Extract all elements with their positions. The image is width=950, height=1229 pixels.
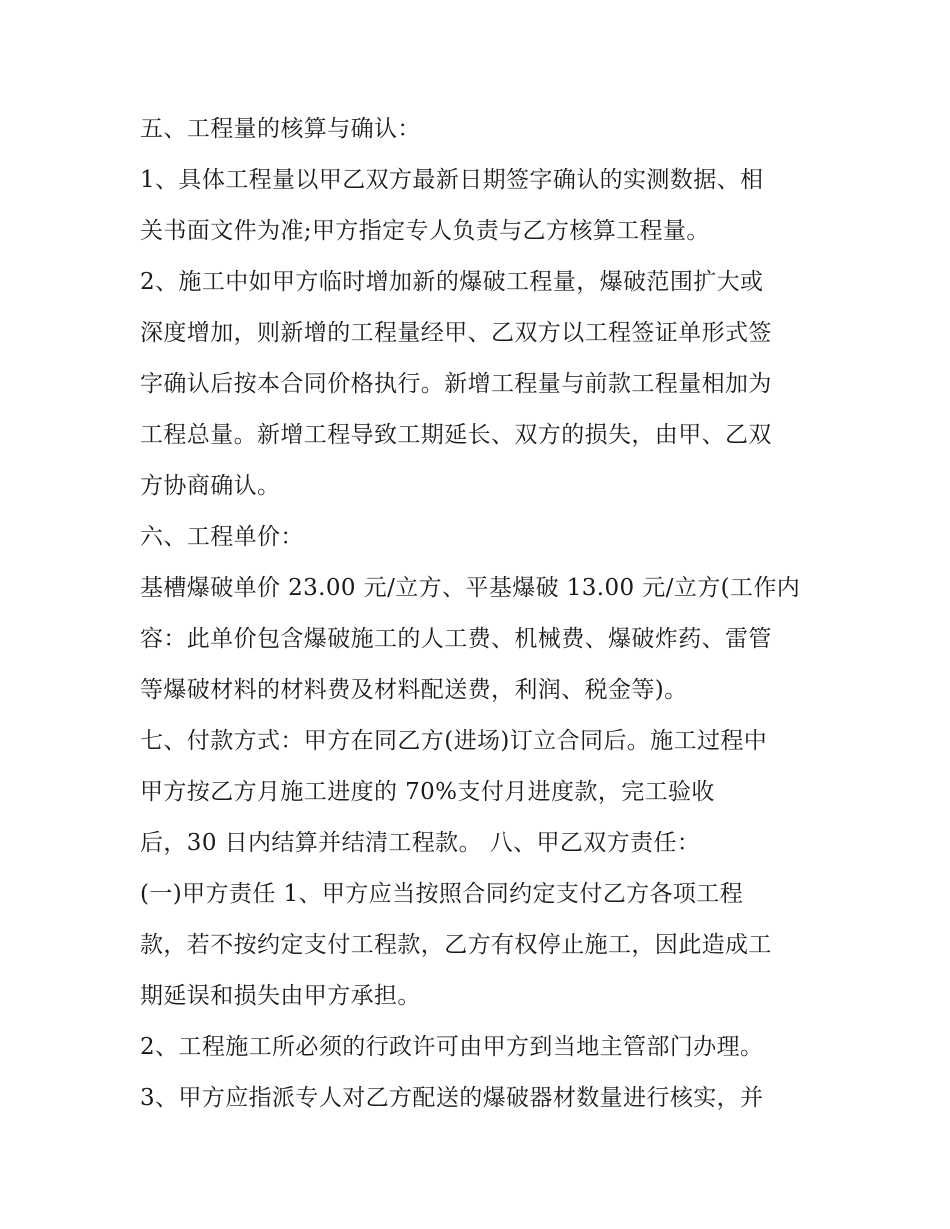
paragraph-line: 容：此单价包含爆破施工的人工费、机械费、爆破炸药、雷管 (140, 626, 772, 652)
document-body (140, 104, 820, 1124)
section-7-heading: 七、付款方式：甲方在同乙方(进场)订立合同后。施工过程中 (140, 728, 768, 754)
paragraph-line: 后，30 日内结算并结清工程款。 八、甲乙双方责任： (140, 830, 701, 856)
paragraph-line: 方协商确认。 (140, 473, 281, 499)
paragraph-line: 字确认后按本合同价格执行。新增工程量与前款工程量相加为 (140, 371, 772, 397)
section-6-heading: 六、工程单价： (140, 524, 304, 550)
paragraph-line: 关书面文件为准;甲方指定专人负责与乙方核算工程量。 (140, 218, 710, 244)
paragraph-line: (一)甲方责任 1、甲方应当按照合同约定支付乙方各项工程 (140, 881, 744, 907)
paragraph-line: 2、施工中如甲方临时增加新的爆破工程量，爆破范围扩大或 (140, 269, 764, 295)
paragraph-line: 基槽爆破单价 23.00 元/立方、平基爆破 13.00 元/立方(工作内 (140, 575, 801, 601)
paragraph-line: 工程总量。新增工程导致工期延长、双方的损失，由甲、乙双 (140, 422, 772, 448)
paragraph-line: 甲方按乙方月施工进度的 70%支付月进度款，完工验收 (140, 779, 715, 805)
paragraph-line: 款，若不按约定支付工程款，乙方有权停止施工，因此造成工 (140, 932, 772, 958)
paragraph-line: 2、工程施工所必须的行政许可由甲方到当地主管部门办理。 (140, 1034, 764, 1060)
paragraph-line: 期延误和损失由甲方承担。 (140, 983, 421, 1009)
paragraph-line: 3、甲方应指派专人对乙方配送的爆破器材数量进行核实，并 (140, 1085, 764, 1111)
section-5-heading: 五、工程量的核算与确认： (140, 116, 421, 142)
paragraph-line: 等爆破材料的材料费及材料配送费，利润、税金等)。 (140, 677, 688, 703)
paragraph-line: 1、具体工程量以甲乙双方最新日期签字确认的实测数据、相 (140, 167, 764, 193)
paragraph-line: 深度增加，则新增的工程量经甲、乙双方以工程签证单形式签 (140, 320, 772, 346)
